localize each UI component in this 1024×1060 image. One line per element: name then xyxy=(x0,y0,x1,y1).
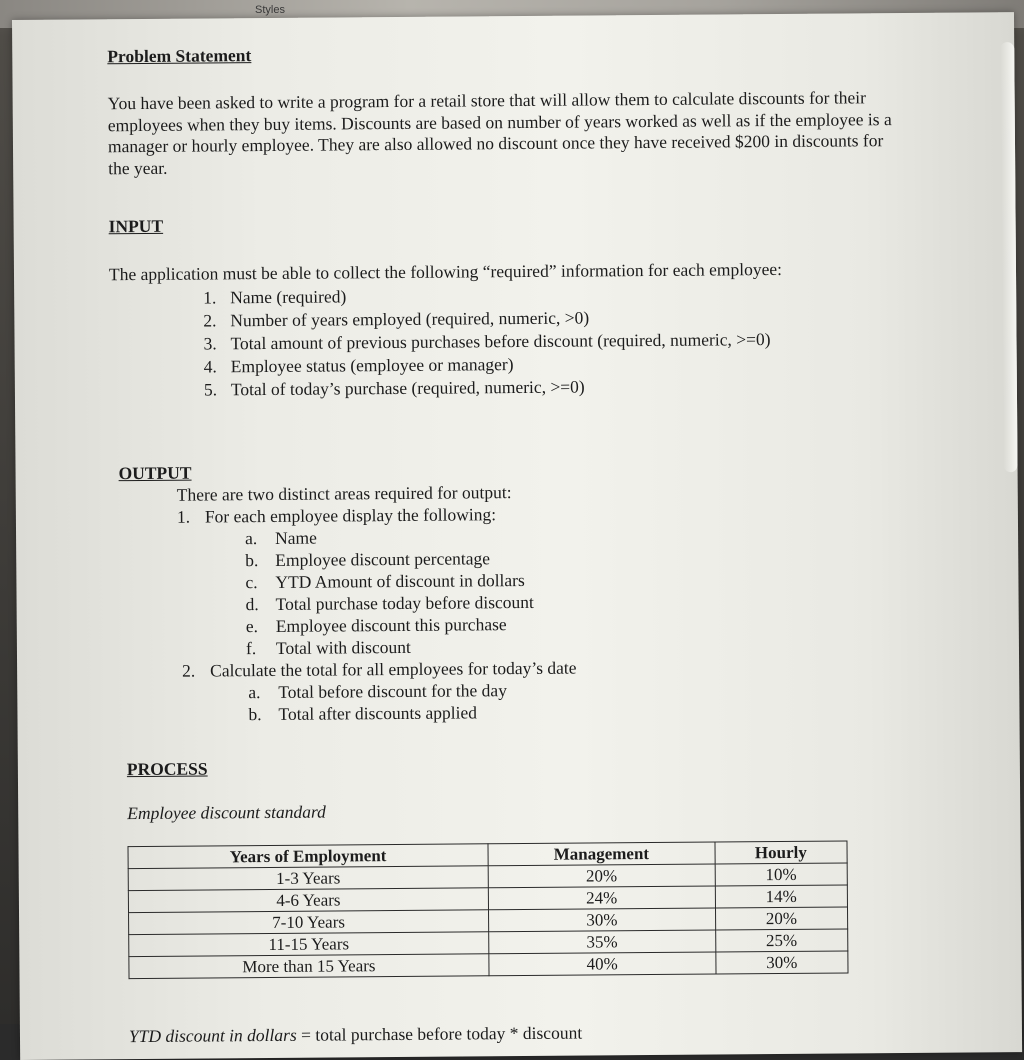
table-cell: 1-3 Years xyxy=(128,866,488,891)
list-text: YTD Amount of discount in dollars xyxy=(275,569,525,592)
table-cell: 35% xyxy=(489,930,716,954)
list-text: For each employee display the following: xyxy=(204,504,497,527)
table-cell: 24% xyxy=(488,886,715,910)
list-text: Employee discount percentage xyxy=(275,548,491,570)
list-number: 4. xyxy=(203,356,217,377)
process-heading: PROCESS xyxy=(126,758,208,780)
table-cell: 7-10 Years xyxy=(129,910,489,935)
list-text: Total after discounts applied xyxy=(278,702,478,724)
list-letter: c. xyxy=(245,572,258,593)
output-heading: OUTPUT xyxy=(118,462,192,484)
problem-text: You have been asked to write a program for a retail store that will allow them to calculate discounts for their employees when they buy items. Discounts are based on number of years worked as well as if the employee is a manager or hourly employee. They are also allowed no discount once they have received $200 in discounts for the year. xyxy=(107,87,892,178)
input-section xyxy=(109,209,910,402)
table-header: Years of Employment xyxy=(128,844,488,869)
list-text: Employee discount this purchase xyxy=(275,614,507,636)
table-cell: 14% xyxy=(715,885,848,908)
output-item-2-sublist xyxy=(248,676,912,725)
table-cell: 10% xyxy=(715,863,848,886)
list-number: 3. xyxy=(203,333,217,354)
table-cell: 30% xyxy=(488,908,715,932)
list-text: Total with discount xyxy=(275,636,411,658)
input-list xyxy=(109,281,910,402)
table-cell: 4-6 Years xyxy=(128,888,488,913)
list-text: Number of years employed (required, numeric, >0) xyxy=(230,307,590,331)
list-letter: d. xyxy=(245,594,259,615)
document-page xyxy=(12,12,1022,1060)
list-text: Name xyxy=(274,527,317,548)
list-number: 1. xyxy=(203,287,217,308)
list-letter: a. xyxy=(248,682,261,703)
table-header: Management xyxy=(488,842,715,866)
list-text: Total amount of previous purchases before discount (required, numeric, >=0) xyxy=(230,329,771,354)
list-item xyxy=(204,373,910,402)
ytd-formula-text: = total purchase before today * discount xyxy=(296,1022,583,1045)
table-cell: 30% xyxy=(715,951,848,974)
list-number: 2. xyxy=(182,660,196,681)
table-cell: 11-15 Years xyxy=(129,932,489,957)
table-cell: More than 15 Years xyxy=(129,954,489,979)
list-number: 1. xyxy=(176,506,191,527)
input-intro: The application must be able to collect the following “required” information for each employee: xyxy=(108,258,783,285)
table-cell: 20% xyxy=(715,907,848,930)
list-text: Name (required) xyxy=(230,286,347,308)
list-letter: b. xyxy=(245,550,259,571)
output-item-1-sublist xyxy=(245,522,912,659)
list-letter: f. xyxy=(245,638,257,659)
list-text: Total before discount for the day xyxy=(278,680,507,702)
list-letter: e. xyxy=(245,616,259,637)
input-heading: INPUT xyxy=(108,215,164,237)
styles-label[interactable]: Styles xyxy=(255,4,285,16)
output-section xyxy=(110,456,912,726)
document-content xyxy=(107,39,915,1047)
ytd-formula xyxy=(129,1019,915,1047)
list-text: Employee status (employee or manager) xyxy=(230,354,514,377)
list-letter: b. xyxy=(248,704,262,725)
table-row xyxy=(129,951,848,979)
discount-standard-label: Employee discount standard xyxy=(127,801,326,824)
list-text: Total of today’s purchase (required, numeric, >=0) xyxy=(230,376,585,400)
output-intro: There are two distinct areas required for output: xyxy=(176,482,512,505)
list-number: 5. xyxy=(203,379,218,400)
list-text: Total purchase today before discount xyxy=(275,591,534,614)
ytd-label: YTD discount in dollars xyxy=(128,1024,297,1047)
table-cell: 20% xyxy=(488,864,715,888)
problem-heading: Problem Statement xyxy=(107,45,252,67)
table-cell: 25% xyxy=(715,929,848,952)
scrollbar-shade xyxy=(1000,42,1017,472)
process-section xyxy=(113,752,915,1047)
table-cell: 40% xyxy=(489,952,716,976)
list-item xyxy=(248,698,912,725)
list-number: 2. xyxy=(203,310,217,331)
list-letter: a. xyxy=(244,528,258,549)
table-header: Hourly xyxy=(715,841,848,864)
discount-table xyxy=(127,840,848,979)
list-text: Calculate the total for all employees for today’s date xyxy=(210,657,577,681)
